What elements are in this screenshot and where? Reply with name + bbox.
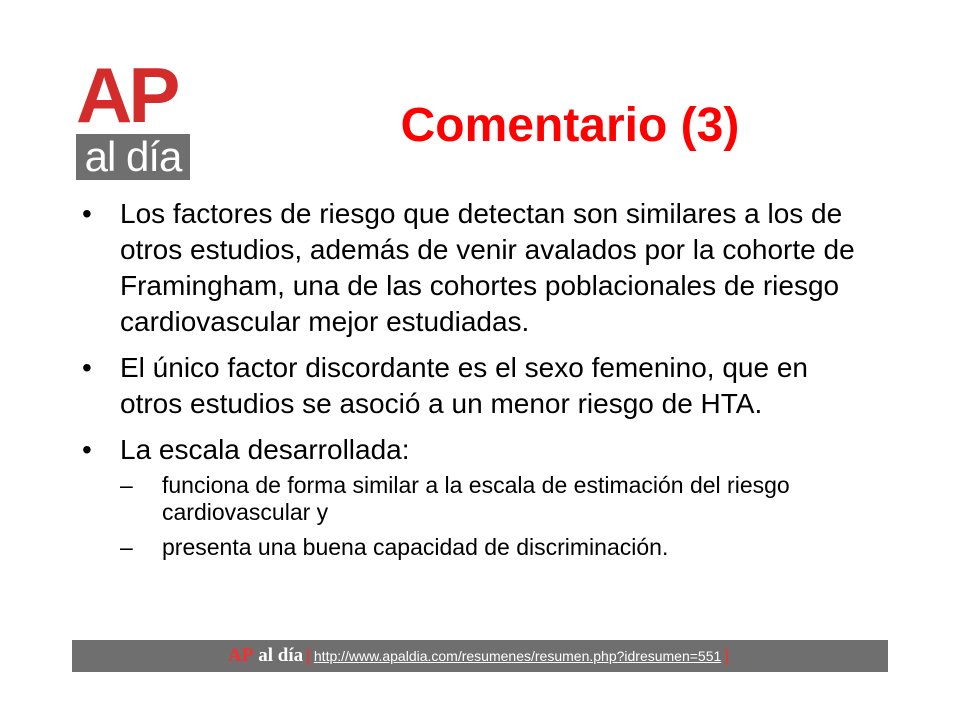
footer-brand-ap: AP: [227, 645, 254, 666]
footer-url-link[interactable]: http://www.apaldia.com/resumenes/resumen.php?idresumen=551: [313, 648, 722, 664]
apaldia-logo: [76, 62, 190, 180]
footer-bracket-close: ]: [724, 646, 730, 665]
bullet-item-3: [80, 432, 860, 561]
footer-bar: [72, 640, 888, 672]
bullet-list: [80, 196, 860, 571]
logo-aldia-box: al día: [76, 134, 190, 180]
dash-icon: –: [120, 534, 133, 560]
dash-icon: –: [120, 472, 133, 498]
bullet-text: Los factores de riesgo que detectan son similares a los de otros estudios, además de venir avalados por la cohorte de Framingham, una de las cohortes poblacionales de riesgo cardiovascular mejor estudiadas.: [120, 198, 855, 337]
bullet-icon: •: [82, 434, 92, 465]
bullet-text: El único factor discordante es el sexo femenino, que en otros estudios se asoció a un menor riesgo de HTA.: [120, 352, 808, 419]
slide-title: Comentario (3): [400, 99, 740, 152]
sub-bullet-item-2: [120, 534, 860, 561]
sub-bullet-item-1: [120, 472, 860, 526]
sub-bullet-text: funciona de forma similar a la escala de estimación del riesgo cardiovascular y: [162, 472, 790, 525]
sub-bullet-list: [120, 472, 860, 561]
logo-ap-text: AP: [76, 62, 177, 128]
footer-bracket-open: [: [306, 646, 311, 665]
bullet-icon: •: [82, 352, 92, 383]
bullet-item-1: [80, 196, 860, 340]
bullet-icon: •: [82, 198, 92, 229]
sub-bullet-text: presenta una buena capacidad de discriminación.: [162, 534, 669, 560]
footer-brand-aldia: al día: [258, 645, 304, 666]
bullet-text: La escala desarrollada:: [120, 434, 410, 465]
bullet-item-2: [80, 350, 860, 422]
